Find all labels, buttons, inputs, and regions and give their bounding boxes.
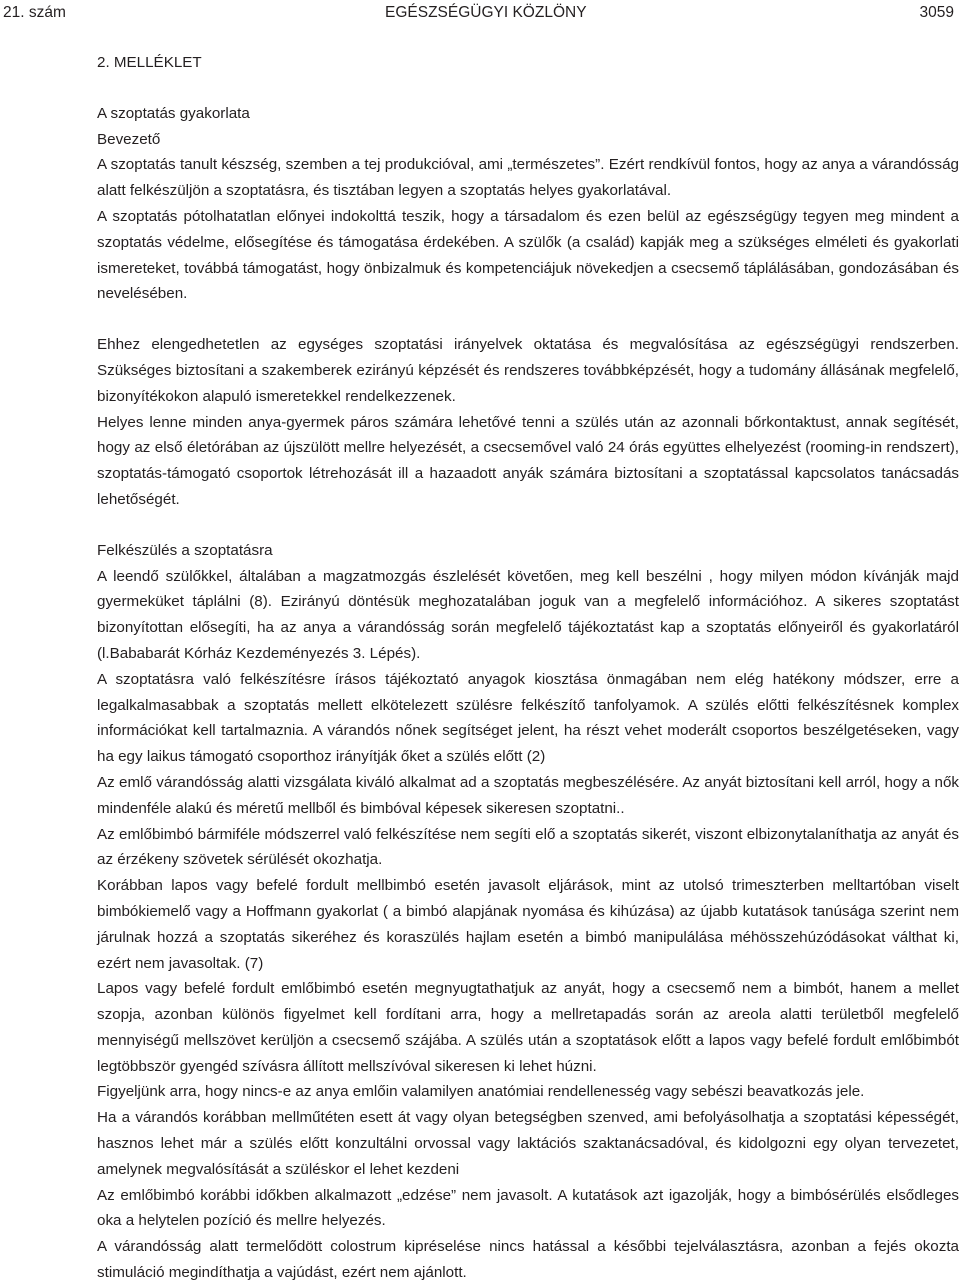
paragraph: Az emlőbimbó korábbi időkben alkalmazott „edzése” nem javasolt. A kutatások azt igazolják, hogy a bimbósérülés elsődleges oka a helytelen pozíció és mellre helyezés. (97, 1186, 959, 1230)
annex-title: 2. MELLÉKLET (97, 54, 202, 71)
paragraph: A szoptatásra való felkészítésre írásos tájékoztató anyagok kiosztása önmagában nem elég hatékony módszer, erre a legalkalmasabbak a szoptatás mellett elkötelezett szülésre felkészítő tanfolyamok. A szülés előtti felkészítésnek komplex információkat kell tartalmaznia. A várandós nőnek segítséget jelent, ha részt vehet moderált csoportos beszélgetéseken, vagy ha egy laikus támogató csoporthoz irányítják őket a szülés előtt (2) (97, 670, 959, 766)
paragraph: A szoptatás pótolhatatlan előnyei indokolttá teszik, hogy a társadalom és ezen belül az egészségügy tegyen meg mindent a szoptatás védelme, elősegítése és támogatása érdekében. A szülők (a család) kapják meg a szükséges elméleti és gyakorlati ismereteket, továbbá támogatást, hogy önbizalmuk és kompetenciájuk növekedjen a csecsemő táplálásában, gondozásában és nevelésében. (97, 207, 959, 303)
page-number: 3059 (919, 4, 954, 21)
paragraph: Ehhez elengedhetetlen az egységes szoptatási irányelvek oktatása és megvalósítása az egészségügyi rendszerben. Szükséges biztosítani a szakemberek ezirányú képzését és rendszeres továbbképzését, hogy a tudomány állásának megfelelő, bizonyítékokon alapuló ismeretekkel rendelkezzenek. (97, 336, 959, 405)
document-title: A szoptatás gyakorlata (97, 104, 250, 122)
paragraph: Figyeljünk arra, hogy nincs-e az anya emlőin valamilyen anatómiai rendellenesség vagy sebészi beavatkozás jele. (97, 1083, 865, 1101)
paragraph: A várandósság alatt termelődött colostrum kipréselése nincs hatással a későbbi tejelválasztásra, azonban a fejés okozta stimuláció megindíthatja a vajúdást, ezért nem ajánlott. (97, 1238, 959, 1282)
paragraph: A leendő szülőkkel, általában a magzatmozgás észlelését követően, meg kell beszélni , hogy milyen módon kívánják majd gyermeküket táplálni (8). Ezirányú döntésük meghozatalában joguk van a megfelelő információhoz. A sikeres szoptatást bizonyítottan elősegíti, ha az anya a várandósság során megfelelő tájékoztatást kap a szoptatás előnyeiről és gyakorlatáról (l.Bababarát Kórház Kezdeményezés 3. Lépés). (97, 567, 959, 662)
document-body (97, 50, 959, 1286)
paragraph: Az emlőbimbó bármiféle módszerrel való felkészítése nem segíti elő a szoptatás sikerét, viszont elbizonytalaníthatja az anyát és az érzékeny szövetek sérülését okozhatja. (97, 825, 959, 869)
paragraph: A szoptatás tanult készség, szemben a tej produkcióval, ami „természetes”. Ezért rendkívül fontos, hogy az anya a várandósság alatt felkészüljön a szoptatásra, és tisztában legyen a szoptatás helyes gyakorlatával. (97, 156, 959, 200)
issue-number: 21. szám (3, 4, 66, 21)
journal-title: EGÉSZSÉGÜGYI KÖZLÖNY (385, 4, 587, 21)
page-header (0, 4, 960, 26)
paragraph: Az emlő várandósság alatti vizsgálata kiváló alkalmat ad a szoptatás megbeszélésére. Az anyát biztosítani kell arról, hogy a nők mindenféle alakú és méretű mellből és bimbóval képesek sikeresen szoptatni.. (97, 773, 959, 817)
section-heading-intro: Bevezető (97, 130, 161, 148)
paragraph: Korábban lapos vagy befelé fordult mellbimbó esetén javasolt eljárások, mint az utolsó trimeszterben melltartóban viselt bimbókiemelő vagy a Hoffmann gyakorlat ( a bimbó alapjának nyomása és kihúzása) az újabb kutatások tanúsága szerint nem járulnak hozzá a szoptatás sikeréhez és koraszülés hajlam esetén a bimbó manipulálása méhösszehúzódásokat válthat ki, ezért nem javasoltak. (7) (97, 877, 959, 972)
paragraph: Ha a várandós korábban mellműtéten esett át vagy olyan betegségben szenved, ami befolyásolhatja a szoptatási képességét, hasznos lehet már a szülés előtt konzultálni orvossal vagy laktációs szaktanácsadóval, és kidolgozni egy olyan tervezetet, amelynek megvalósítását a szüléskor el lehet kezdeni (97, 1109, 959, 1178)
paragraph: Lapos vagy befelé fordult emlőbimbó esetén megnyugtathatjuk az anyát, hogy a csecsemő nem a bimbót, hanem a mellet szopja, azonban különös figyelmet kell fordítani arra, hogy a mellretapadás során az areola alatti területből megfelelő mennyiségű mellszövet kerüljön a csecsemő szájába. A szülés után a szoptatások előtt a lapos vagy befelé fordult emlőbimbót legtöbbször gyengéd szívásra állított mellszívóval sikeresen ki lehet húzni. (97, 980, 959, 1075)
paragraph: Helyes lenne minden anya-gyermek páros számára lehetővé tenni a szülés után az azonnali bőrkontaktust, annak segítését, hogy az első életórában az újszülött mellre helyezését, a csecsemővel való 24 órás együttes elhelyezést (rooming-in rendszert), szoptatás-támogató csoportok létrehozását ill a hazaadott anyák számára biztosítani a szoptatással kapcsolatos tanácsadás lehetőségét. (97, 413, 959, 508)
section-heading-preparation: Felkészülés a szoptatásra (97, 541, 273, 559)
